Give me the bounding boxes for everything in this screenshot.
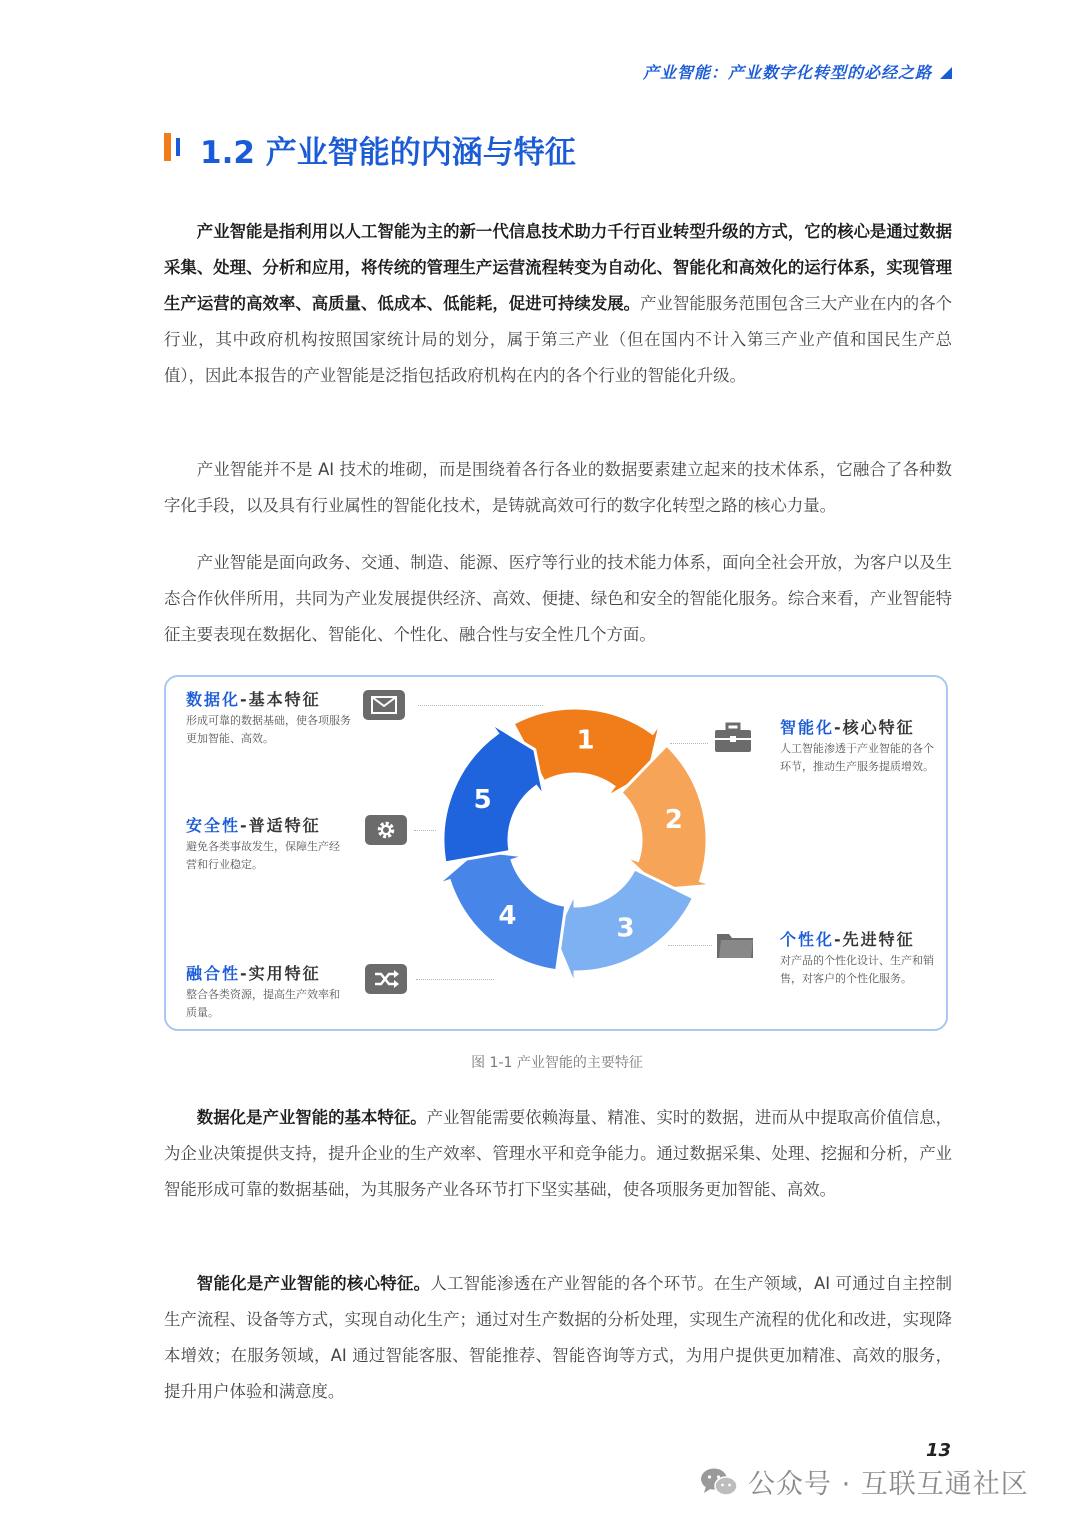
mail-icon — [363, 690, 405, 720]
feature-security-highlight: 安全性 — [186, 816, 241, 835]
paragraph-4-text: 产业智能需要依赖海量、精准、实时的数据，进而从中提取高价值信息，为企业决策提供支持，提升企业的生产效率、管理水平和竞争能力。通过数据采集、处理、挖掘和分析，产业智能形成可靠的数据基础，为其服务产业各环节打下坚实基础，使各项服务更加智能、高效。 — [164, 1108, 953, 1199]
feature-personalization — [780, 928, 940, 988]
feature-fusion-highlight: 融合性 — [186, 964, 241, 983]
feature-security — [186, 814, 348, 874]
paragraph-1-text: 产业智能服务范围包含三大产业在内的各个行业，其中政府机构按照国家统计局的划分，属于第三产业（但在国内不计入第三产业产值和国民生产总值），因此本报告的产业智能是泛指包括政府机构在内的各个行业的智能化升级。 — [164, 294, 953, 385]
gear-icon — [365, 815, 407, 845]
paragraph-3: 产业智能是面向政务、交通、制造、能源、医疗等行业的技术能力体系，面向全社会开放，为客户以及生态合作伙伴所用，共同为产业发展提供经济、高效、便捷、绿色和安全的智能化服务。综合来看，产业智能特征主要表现在数据化、智能化、个性化、融合性与安全性几个方面。 — [164, 553, 952, 644]
cycle-number-3: 3 — [616, 913, 635, 944]
feature-fusion-title — [186, 962, 348, 986]
wechat-icon — [700, 1467, 738, 1497]
feature-fusion-desc: 整合各类资源，提高生产效率和质量。 — [186, 988, 340, 1019]
feature-intelligence — [780, 716, 940, 776]
feature-fusion — [186, 962, 348, 1022]
section-accent-bar — [164, 133, 171, 161]
feature-data — [186, 688, 356, 748]
feature-security-desc: 避免各类事故发生，保障生产经营和行业稳定。 — [186, 840, 340, 871]
feature-personalization-highlight: 个性化 — [780, 930, 835, 949]
cycle-number-2: 2 — [664, 805, 683, 836]
paragraph-5-text: 人工智能渗透在产业智能的各个环节。在生产领域，AI 可通过自主控制生产流程、设备等方式，实现自动化生产；通过对生产数据的分析处理，实现生产流程的优化和改进，实现降本增效；在服务领域，AI 通过智能客服、智能推荐、智能咨询等方式，为用户提供更加精准、高效的服务，提升用户体验和满意度。 — [164, 1274, 952, 1401]
section-title: 1.2 产业智能的内涵与特征 — [200, 135, 576, 171]
watermark — [700, 1462, 1029, 1501]
watermark-text: 公众号 · 互联互通社区 — [748, 1469, 1029, 1500]
feature-data-title — [186, 688, 356, 712]
feature-personalization-desc: 对产品的个性化设计、生产和销售，对客户的个性化服务。 — [780, 954, 934, 985]
feature-personalization-title — [780, 928, 940, 952]
running-header: 产业智能：产业数字化转型的必经之路 — [642, 63, 932, 82]
feature-personalization-label: -先进特征 — [834, 930, 915, 949]
paragraph-1 — [164, 214, 952, 394]
paragraph-4 — [164, 1100, 952, 1208]
feature-data-label: -基本特征 — [240, 690, 321, 709]
shuffle-icon — [365, 964, 407, 994]
feature-intelligence-desc: 人工智能渗透于产业智能的各个环节，推动生产服务提质增效。 — [780, 742, 934, 773]
page-number: 13 — [926, 1440, 952, 1461]
cycle-diagram — [430, 700, 730, 990]
paragraph-5 — [164, 1266, 952, 1410]
cycle-number-1: 1 — [576, 725, 595, 756]
feature-security-label: -普适特征 — [240, 816, 321, 835]
cycle-number-5: 5 — [473, 784, 492, 815]
feature-security-title — [186, 814, 348, 838]
paragraph-2: 产业智能并不是 AI 技术的堆砌，而是围绕着各行各业的数据要素建立起来的技术体系，它融合了各种数字化手段，以及具有行业属性的智能化技术，是铸就高效可行的数字化转型之路的核心力量。 — [164, 460, 952, 515]
section-accent-bar-blue — [176, 138, 180, 156]
cycle-number-4: 4 — [498, 901, 517, 932]
paragraph-1-bold: 产业智能是指利用以人工智能为主的新一代信息技术助力千行百业转型升级的方式，它的核心是通过数据采集、处理、分析和应用，将传统的管理生产运营流程转变为自动化、智能化和高效化的运行体系，实现管理生产运营的高效率、高质量、低成本、低能耗，促进可持续发展。 — [164, 222, 952, 313]
feature-intelligence-title — [780, 716, 940, 740]
feature-intelligence-label: -核心特征 — [834, 718, 915, 737]
figure-caption: 图 1-1 产业智能的主要特征 — [471, 1055, 643, 1071]
feature-data-desc: 形成可靠的数据基础，使各项服务更加智能、高效。 — [186, 714, 351, 745]
feature-intelligence-highlight: 智能化 — [780, 718, 835, 737]
feature-fusion-label: -实用特征 — [240, 964, 321, 983]
feature-data-highlight: 数据化 — [186, 690, 241, 709]
paragraph-4-bold: 数据化是产业智能的基本特征。 — [196, 1108, 427, 1127]
triangle-icon — [940, 67, 952, 79]
paragraph-5-bold: 智能化是产业智能的核心特征。 — [196, 1274, 431, 1293]
